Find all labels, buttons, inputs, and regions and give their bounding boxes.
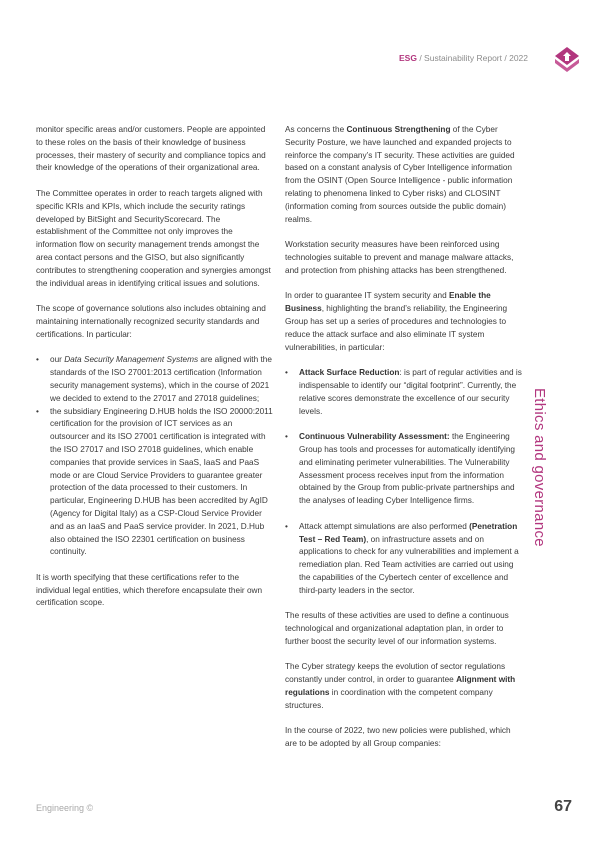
left-column	[36, 124, 273, 623]
list-item: • Continuous Vulnerability Assessment: the Engineering Group has tools and processes for automatically identifying and eliminating perimeter vulnerabilities. The Vulnerability Assessment process receives input from the information obtained by the Group from public-private partnerships and the analyses of leading Cyber Intelligence firms.	[285, 431, 522, 508]
right-paragraph-2: Workstation security measures have been reinforced using technologies suitable to prevent and manage malware attacks, and protection from phishing attacks has been strengthened.	[285, 240, 514, 275]
right-paragraph-6: In the course of 2022, two new policies were published, which are to be adopted by all Group companies:	[285, 726, 511, 749]
certification-list	[36, 354, 273, 559]
list-item: • our Data Security Management Systems are aligned with the standards of the ISO 27001:2013 certification (Information security management systems), which in the course of 2021 we decided to extend to the 27017 and 27018 guidelines;	[36, 354, 273, 405]
header-title: Sustainability Report / 2022	[424, 53, 528, 63]
right-paragraph-5: The Cyber strategy keeps the evolution of sector regulations constantly under control, in order to guarantee Alignment with regulations in coordination with the competent company structures.	[285, 662, 516, 710]
section-side-label: Ethics and governance	[531, 388, 548, 547]
list-item: • Attack Surface Reduction: is part of regular activities and is indispensable to identify our “digital footprint”. Currently, the relative scores demonstrate the excellence of our security levels.	[285, 367, 522, 418]
right-paragraph-4: The results of these activities are used to define a continuous technological and organizational adaptation plan, in order to further boost the security level of our information systems.	[285, 611, 509, 646]
right-column	[285, 124, 522, 764]
left-paragraph-2: The Committee operates in order to reach targets aligned with specific KRIs and KPIs, which include the security ratings developed by BitSight and SecurityScorecard. The establishment of the Committee not only improves the information flow on security management trends amongst the area contact persons and the GISO, but also significantly contributes to strengthening cooperation and synergies amongst the individual areas in identifying critical issues and solutions.	[36, 188, 271, 288]
list-item: • the subsidiary Engineering D.HUB holds the ISO 20000:2011 certification for the provision of ICT services as an outsourcer and its ISO 27001 certification is integrated with the ISO 27017 and ISO 27018 guidelines, which enable companies that provide services in SaaS, IaaS and PaaS mode or are Cloud Service Providers to guarantee greater protection of the data processed to their customers. In particular, Engineering D.HUB has been accredited by AgID (Agency for Digital Italy) as a CSP-Cloud Service Provider and as an IaaS and PaaS service provider. In 2021, D.Hub also obtained the ISO 22301 certification on business continuity.	[36, 406, 273, 560]
left-paragraph-1: monitor specific areas and/or customers. People are appointed to these roles on the basis of their knowledge of business processes, their mastery of security and compliance topics and their knowledge of the operations of their organizational area.	[36, 125, 266, 173]
header-separator: /	[416, 53, 425, 63]
header-section: ESG	[399, 53, 417, 63]
security-measures-list	[285, 367, 522, 597]
stacked-chevrons-logo-icon	[554, 46, 580, 72]
right-paragraph-1: As concerns the Continuous Strengthening of the Cyber Security Posture, we have launched and expanded projects to reinforce the company’s IT security. These activities are guided based on a constant analysis of Cyber Intelligence information from the OSINT (Open Source Intelligence - public information relating to phenomena linked to Cyber risks) and CLOSINT (information coming from sources outside the public domain) realms.	[285, 125, 515, 224]
right-paragraph-3: In order to guarantee IT system security and Enable the Business, highlighting the brand’s reliability, the Engineering Group has set up a series of procedures and technologies to reduce the attack surface and also eliminate IT system vulnerabilities, in particular:	[285, 291, 508, 352]
report-header	[399, 53, 528, 63]
left-paragraph-3: The scope of governance solutions also includes obtaining and maintaining internationally recognized security standards and certifications. In particular:	[36, 304, 266, 339]
page-number: 67	[554, 798, 572, 815]
footer-company: Engineering ©	[36, 803, 94, 813]
list-item: • Attack attempt simulations are also performed (Penetration Test – Red Team), on infrastructure assets and on applications to check for any vulnerabilities and implement a remediation plan. Red Team activities are carried out using the capabilities of the Cybertech center of excellence and third-party leaders in the sector.	[285, 521, 522, 598]
left-paragraph-4: It is worth specifying that these certifications refer to the individual legal entities, which therefore encapsulate their own certification scope.	[36, 572, 263, 608]
